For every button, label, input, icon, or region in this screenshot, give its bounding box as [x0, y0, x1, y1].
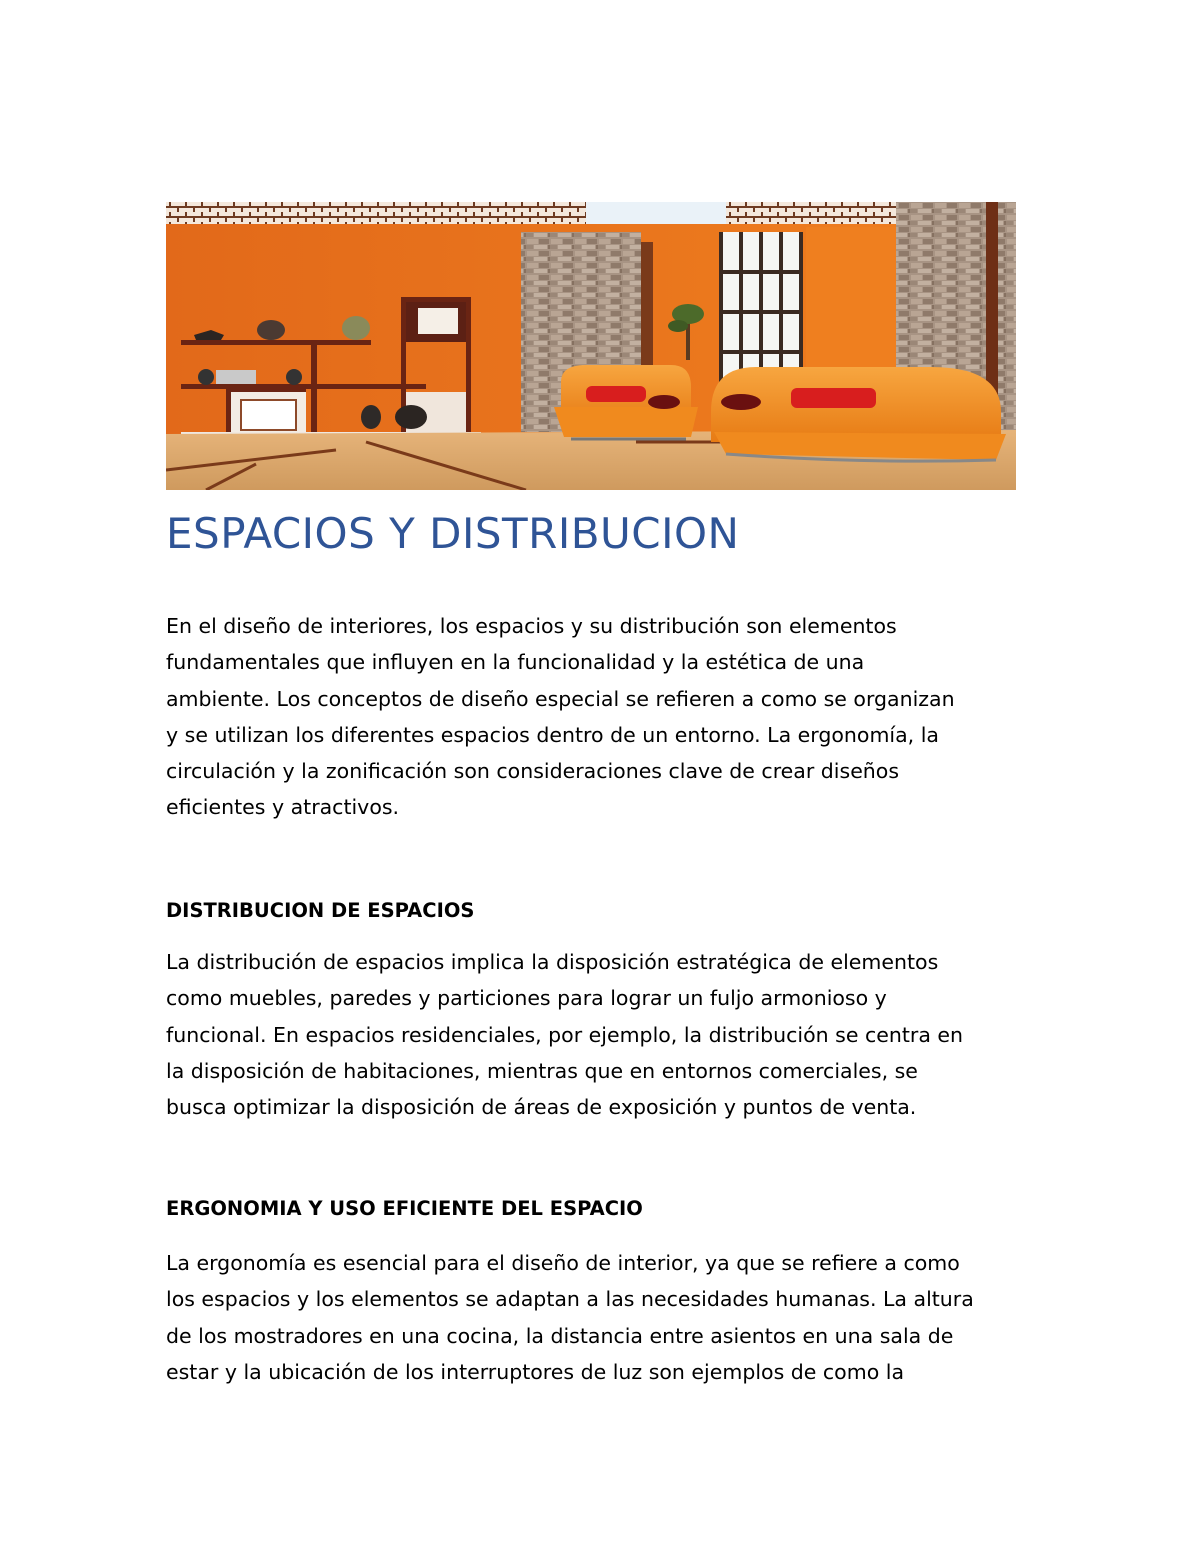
living-room-photo	[166, 202, 1016, 490]
text-line: La ergonomía es esencial para el diseño de interior, ya que se refiere a como	[166, 1251, 960, 1275]
text-line: como muebles, paredes y particiones para lograr un fuljo armonioso y	[166, 986, 887, 1011]
text-line: busca optimizar la disposición de áreas de exposición y puntos de venta.	[166, 1095, 917, 1120]
text-line: de los mostradores en una cocina, la distancia entre asientos en una sala de	[166, 1323, 954, 1348]
text-line: ambiente. Los conceptos de diseño especial se refieren a como se organizan	[166, 686, 955, 711]
document-title: ESPACIOS Y DISTRIBUCION	[166, 509, 740, 558]
section-heading-distribucion: DISTRIBUCION DE ESPACIOS	[166, 899, 475, 922]
section-paragraph-distribucion	[166, 944, 1046, 1125]
intro-paragraph	[166, 608, 1046, 826]
text-line: la disposición de habitaciones, mientras que en entornos comerciales, se	[166, 1058, 918, 1083]
text-line: La distribución de espacios implica la disposición estratégica de elementos	[166, 950, 939, 974]
text-line: estar y la ubicación de los interruptores de luz son ejemplos de como la	[166, 1359, 905, 1384]
text-line: fundamentales que influyen en la funcionalidad y la estética de una	[166, 650, 865, 675]
text-line: y se utilizan los diferentes espacios dentro de un entorno. La ergonomía, la	[166, 722, 939, 747]
text-line: funcional. En espacios residenciales, por ejemplo, la distribución se centra en	[166, 1022, 964, 1047]
text-line: los espacios y los elementos se adaptan a las necesidades humanas. La altura	[166, 1287, 974, 1312]
section-paragraph-ergonomia	[166, 1245, 1046, 1390]
text-line: En el diseño de interiores, los espacios y su distribución son elementos	[166, 614, 897, 638]
section-heading-ergonomia: ERGONOMIA Y USO EFICIENTE DEL ESPACIO	[166, 1197, 643, 1220]
text-line: eficientes y atractivos.	[166, 795, 400, 820]
text-line: circulación y la zonificación son consideraciones clave de crear diseños	[166, 759, 900, 784]
